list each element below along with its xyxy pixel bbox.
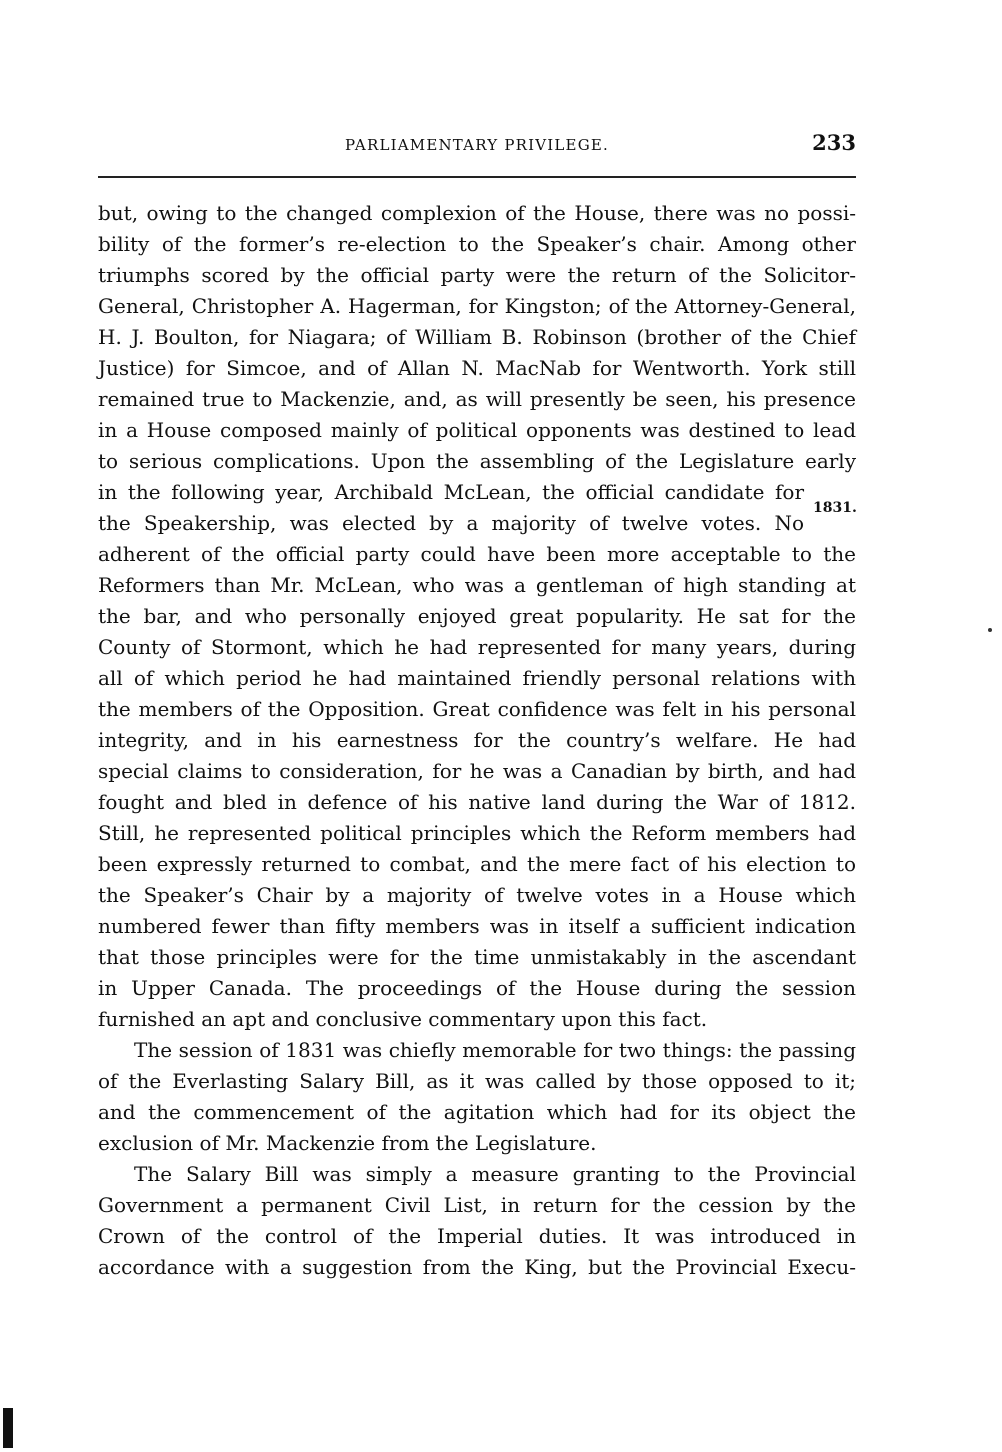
running-title: PARLIAMENTARY PRIVILEGE. xyxy=(345,136,609,154)
text-line: H. J. Boulton, for Niagara; of William B. Robinson (brother of the Chief xyxy=(98,325,856,349)
body-text xyxy=(98,198,856,1283)
text-line: to serious complications. Upon the assembling of the Legislature early xyxy=(98,449,856,473)
page-header xyxy=(98,128,856,158)
text-line: triumphs scored by the official party were the return of the Solicitor- xyxy=(98,263,856,287)
text-line: Government a permanent Civil List, in return for the cession by the xyxy=(98,1193,856,1217)
text-line: Still, he represented political principles which the Reform members had xyxy=(98,821,856,845)
margin-note-year: 1831. xyxy=(813,500,857,516)
text-line: but, owing to the changed complexion of the House, there was no possi- xyxy=(98,201,856,225)
text-line: accordance with a suggestion from the King, but the Provincial Execu- xyxy=(98,1255,856,1279)
text-line: bility of the former’s re-election to the Speaker’s chair. Among other xyxy=(98,232,856,256)
text-line: been expressly returned to combat, and the mere fact of his election to xyxy=(98,852,856,876)
text-line: in Upper Canada. The proceedings of the House during the session xyxy=(98,976,856,1000)
text-line: of the Everlasting Salary Bill, as it was called by those opposed to it; xyxy=(98,1069,856,1093)
text-line: Justice) for Simcoe, and of Allan N. MacNab for Wentworth. York still xyxy=(98,356,856,380)
text-line: the Speaker’s Chair by a majority of twelve votes in a House which xyxy=(98,883,856,907)
page-number: 233 xyxy=(812,130,856,155)
text-line: adherent of the official party could have been more acceptable to the xyxy=(98,542,856,566)
text-line: in a House composed mainly of political opponents was destined to lead xyxy=(98,418,856,442)
text-line: the Speakership, was elected by a majority of twelve votes. No xyxy=(98,511,804,535)
text-line: integrity, and in his earnestness for the country’s welfare. He had xyxy=(98,728,856,752)
text-line: that those principles were for the time unmistakably in the ascendant xyxy=(98,945,856,969)
text-line: furnished an apt and conclusive commentary upon this fact. xyxy=(98,1007,708,1031)
scan-speck xyxy=(988,628,992,632)
text-line: The Salary Bill was simply a measure granting to the Provincial xyxy=(134,1162,856,1186)
text-line: The session of 1831 was chiefly memorable for two things: the passing xyxy=(134,1038,856,1062)
text-line: the bar, and who personally enjoyed great popularity. He sat for the xyxy=(98,604,856,628)
text-line: General, Christopher A. Hagerman, for Kingston; of the Attorney-General, xyxy=(98,294,856,318)
text-line: Crown of the control of the Imperial duties. It was introduced in xyxy=(98,1224,856,1248)
text-line: Reformers than Mr. McLean, who was a gentleman of high standing at xyxy=(98,573,856,597)
text-line: fought and bled in defence of his native land during the War of 1812. xyxy=(98,790,856,814)
text-line: remained true to Mackenzie, and, as will presently be seen, his presence xyxy=(98,387,856,411)
text-line: numbered fewer than fifty members was in itself a sufficient indication xyxy=(98,914,856,938)
text-line: all of which period he had maintained friendly personal relations with xyxy=(98,666,856,690)
scan-edge-mark xyxy=(3,1408,13,1448)
header-rule xyxy=(98,176,856,178)
text-line: County of Stormont, which he had represented for many years, during xyxy=(98,635,856,659)
text-line: and the commencement of the agitation which had for its object the xyxy=(98,1100,856,1124)
text-line: special claims to consideration, for he was a Canadian by birth, and had xyxy=(98,759,856,783)
text-line: the members of the Opposition. Great confidence was felt in his personal xyxy=(98,697,856,721)
text-line: in the following year, Archibald McLean, the official candidate for xyxy=(98,480,804,504)
text-line: exclusion of Mr. Mackenzie from the Legislature. xyxy=(98,1131,597,1155)
